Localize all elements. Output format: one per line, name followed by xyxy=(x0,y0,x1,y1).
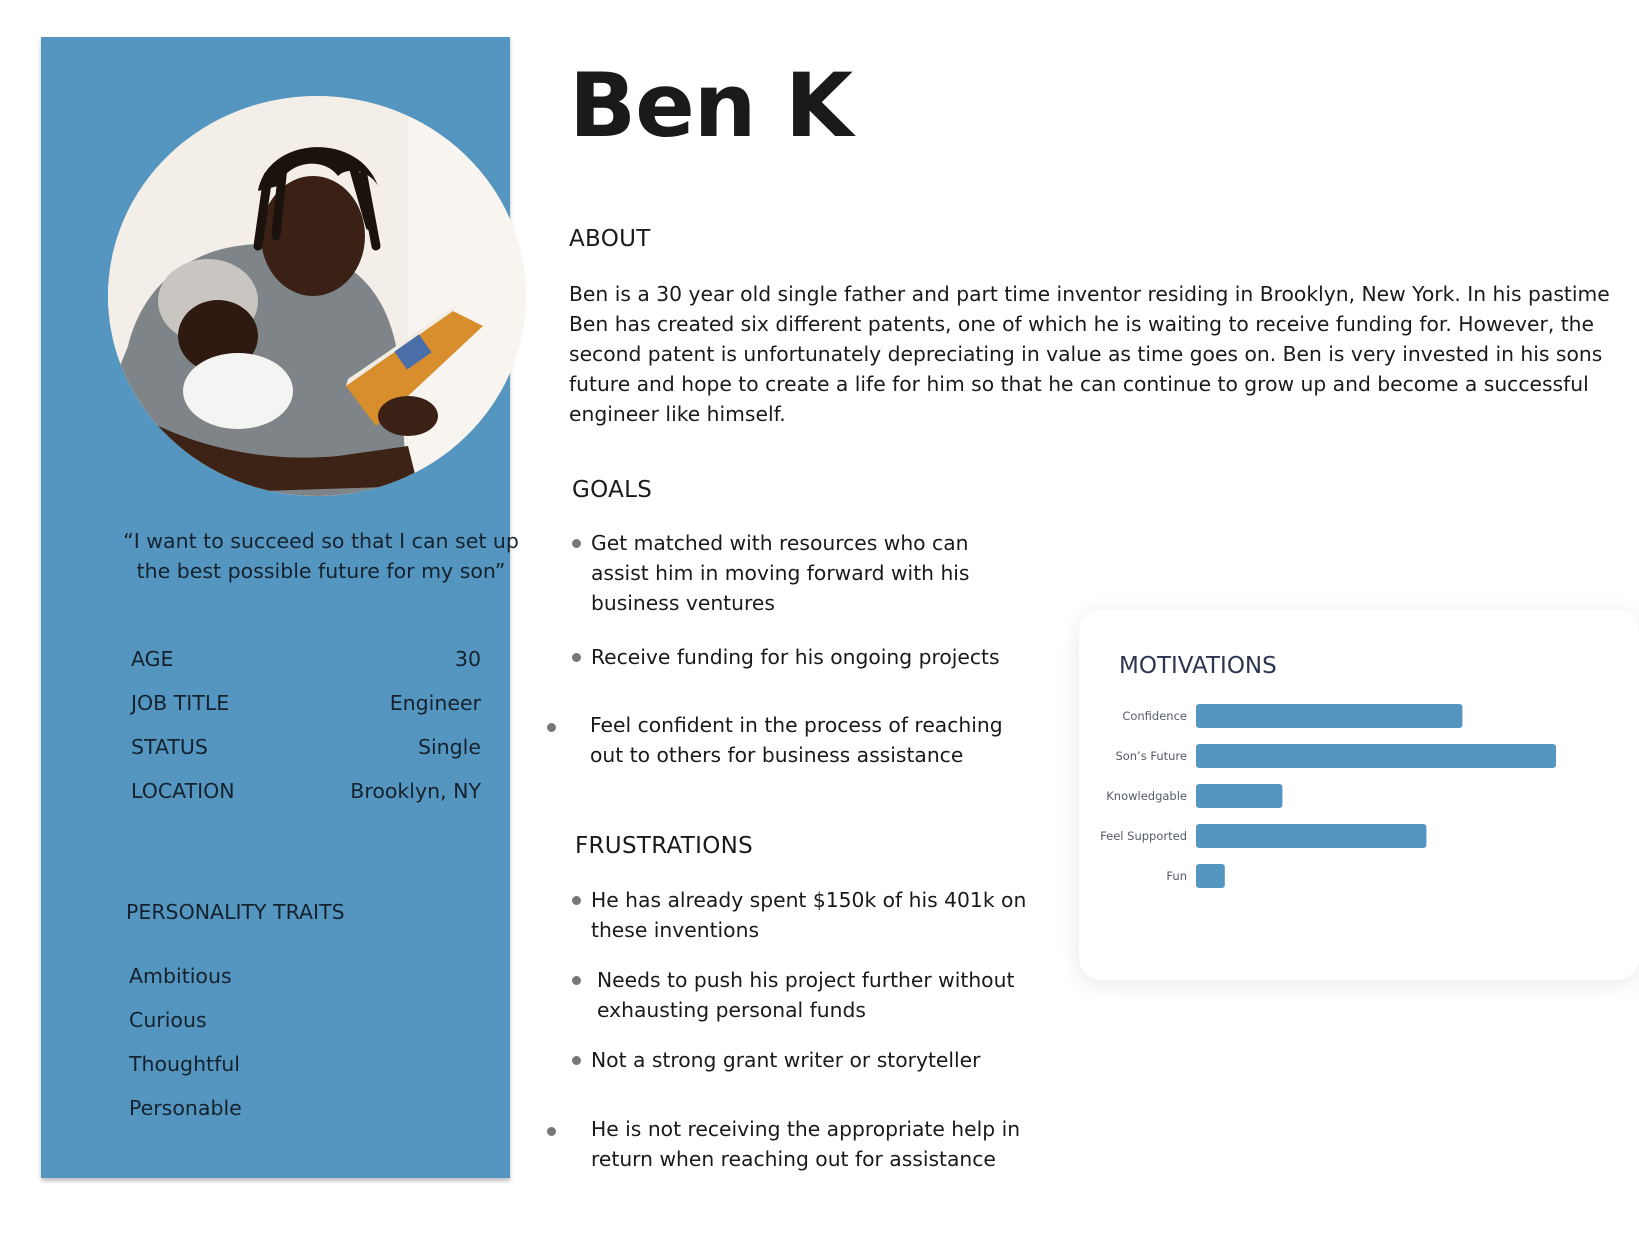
motivation-bar xyxy=(1196,704,1462,728)
motivation-bar xyxy=(1196,824,1426,848)
persona-name: Ben K xyxy=(569,54,853,157)
goal-item: Feel confident in the process of reaching out to others for business assistance xyxy=(590,713,1003,767)
fact-value: 30 xyxy=(454,647,481,671)
motivation-bar xyxy=(1196,864,1225,888)
frustrations-title: FRUSTRATIONS xyxy=(575,833,754,859)
motivations-chart xyxy=(1079,610,1639,980)
fact-label: JOB TITLE xyxy=(131,691,230,715)
goals-title: GOALS xyxy=(572,477,653,503)
frustration-item: He is not receiving the appropriate help in return when reaching out for assistance xyxy=(591,1117,1021,1171)
bullet-icon xyxy=(572,896,581,905)
motivation-bar xyxy=(1196,744,1556,768)
about-text: Ben is a 30 year old single father and part time inventor residing in Brooklyn, New York. In his pastime Ben has created six different patents, one of which he is waiting to receive funding for. However, the second patent is unfortunately depreciating in value as time goes on. Ben is very invested in his sons future and hope to create a life for him so that he can continue to grow up and become a successful engineer like himself. xyxy=(569,282,1610,426)
goal-item: Receive funding for his ongoing projects xyxy=(591,645,1000,669)
bullet-icon xyxy=(547,1127,556,1136)
fact-label: LOCATION xyxy=(131,779,235,803)
fact-status xyxy=(131,735,481,765)
fact-label: AGE xyxy=(131,647,174,671)
father-reading-to-baby-photo xyxy=(108,96,526,496)
fact-label: STATUS xyxy=(131,735,208,759)
frustration-item: Needs to push his project further without exhausting personal funds xyxy=(597,968,1015,1022)
personality-traits-title: PERSONALITY TRAITS xyxy=(126,900,345,924)
trait-item: Curious xyxy=(129,1008,207,1032)
goal-item: Get matched with resources who can assist him in moving forward with his business ventures xyxy=(591,531,970,615)
fact-value: Engineer xyxy=(389,691,481,715)
about-title: ABOUT xyxy=(569,226,651,252)
bullet-icon xyxy=(572,1056,581,1065)
bullet-icon xyxy=(572,539,581,548)
frustration-item: He has already spent $150k of his 401k on these inventions xyxy=(591,888,1027,942)
fact-value: Single xyxy=(417,735,481,759)
bullet-icon xyxy=(572,653,581,662)
trait-item: Thoughtful xyxy=(129,1052,240,1076)
bullet-icon xyxy=(547,723,556,732)
frustration-item: Not a strong grant writer or storyteller xyxy=(591,1048,981,1072)
bullet-icon xyxy=(572,976,581,985)
trait-item: Personable xyxy=(129,1096,242,1120)
persona-photo xyxy=(108,96,526,496)
motivation-label: Son’s Future xyxy=(1115,749,1187,763)
motivation-label: Feel Supported xyxy=(1100,829,1187,843)
persona-sidebar xyxy=(41,37,519,1178)
trait-item: Ambitious xyxy=(129,964,232,988)
fact-value: Brooklyn, NY xyxy=(350,779,481,803)
motivations-title: MOTIVATIONS xyxy=(1119,653,1277,679)
fact-location xyxy=(131,779,481,809)
motivation-label: Confidence xyxy=(1122,709,1187,723)
fact-age xyxy=(131,647,481,677)
persona-quote: “I want to succeed so that I can set up the best possible future for my son” xyxy=(123,529,519,583)
fact-job-title xyxy=(131,691,481,721)
motivation-label: Knowledgable xyxy=(1106,789,1187,803)
motivation-bar xyxy=(1196,784,1282,808)
motivations-card xyxy=(1079,610,1639,980)
motivation-label: Fun xyxy=(1166,869,1187,883)
